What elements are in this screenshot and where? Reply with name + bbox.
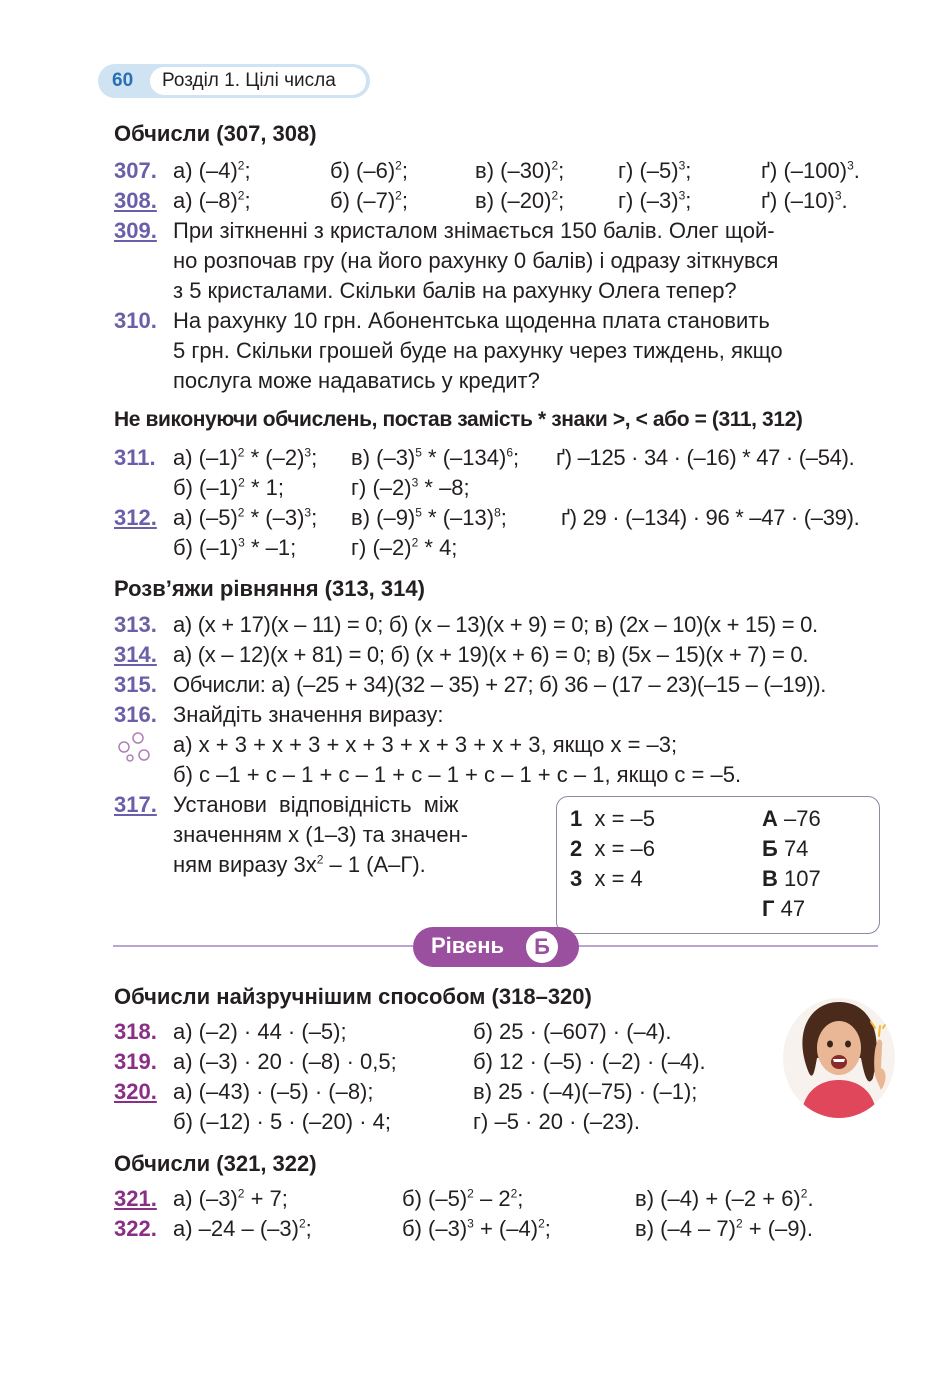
divider-right	[578, 945, 878, 947]
exercise-319-a: а) (–3) · 20 · (–8) · 0,5;	[173, 1049, 397, 1074]
part-b: б) $(-5)^2 - 2^2$;	[402, 1186, 524, 1211]
part-v: в) $(-30)^2$;	[475, 158, 565, 183]
part-gg: ґ) 29 · (–134) · 96 * –47 · (–39).	[561, 505, 860, 530]
part-b: б) $(-7)^2$;	[330, 188, 408, 213]
exercise-311-row-2	[114, 473, 894, 503]
part-v: в) $(-9)^5 * (-13)^8$;	[351, 505, 507, 530]
part-gg: ґ) $(-100)^3$.	[761, 158, 860, 183]
part-a: а) $(-1)^2 * (-2)^3$;	[173, 445, 318, 470]
part-b: б) $(-1)^3 * -1$;	[173, 535, 297, 560]
section-label-box	[150, 67, 366, 95]
part-b: б) $(-3)^3 + (-4)^2$;	[402, 1216, 551, 1241]
exercise-number-320: 320.	[114, 1079, 157, 1104]
exercise-309-line-1: При зіткненні з кристалом знімається 150 балів. Олег щой-	[173, 218, 775, 243]
divider-left	[113, 945, 413, 947]
exercise-310-line-2: 5 грн. Скільки грошей буде на рахунку через тиждень, якщо	[173, 338, 783, 363]
exercise-316-part-a: а) x + 3 + x + 3 + x + 3 + x + 3 + x + 3, якщо x = –3;	[173, 732, 678, 757]
exercise-number-309: 309.	[114, 218, 157, 243]
exercise-number-314: 314.	[114, 642, 157, 667]
exercise-317-line-1: Установи відповідність між	[173, 792, 459, 817]
match-right-v: В 107	[762, 866, 821, 891]
exercise-321	[114, 1184, 894, 1214]
heading-compute-321-322: Обчисли (321, 322)	[114, 1151, 317, 1176]
exercise-312-row-1	[114, 503, 894, 533]
part-v: в) $(-3)^5 * (-134)^6$;	[351, 445, 520, 470]
match-right-a: А –76	[762, 806, 821, 831]
exercise-318-b: б) 25 · (–607) · (–4).	[473, 1019, 672, 1044]
part-v: в) $(-4) + (-2 + 6)^2$.	[635, 1186, 814, 1211]
exercise-number: 321.	[114, 1186, 157, 1211]
heading-equations-313-314: Розв’яжи рівняння (313, 314)	[114, 576, 425, 601]
part-g: г) $(-5)^3$;	[618, 158, 692, 183]
exercise-319-b: б) 12 · (–5) · (–2) · (–4).	[473, 1049, 706, 1074]
exercise-316-part-b: б) c –1 + c – 1 + c – 1 + c – 1 + c – 1 + c – 1, якщо c = –5.	[173, 762, 742, 787]
exercise-317-line-3: ням виразу $3x^2 - 1$ (А–Г).	[173, 852, 426, 877]
heading-convenient-318-320: Обчисли найзручнішим способом (318–320)	[114, 984, 592, 1009]
level-letter: Б	[526, 931, 558, 963]
exercise-310-line-1: На рахунку 10 грн. Абонентська щоденна плата становить	[173, 308, 770, 333]
exercise-number-313: 313.	[114, 612, 157, 637]
exercise-number-317: 317.	[114, 792, 157, 817]
exercise-number: 322.	[114, 1216, 157, 1241]
part-gg: ґ) –125 · 34 · (–16) * 47 · (–54).	[556, 445, 855, 470]
exercise-320-v: в) 25 · (–4)(–75) · (–1);	[473, 1079, 698, 1104]
part-a: а) $(-8)^2$;	[173, 188, 251, 213]
exercise-317-line-2: значенням x (1–3) та значен-	[173, 822, 469, 847]
match-right-g: Г 47	[762, 896, 806, 921]
exercise-number: 308.	[114, 188, 157, 213]
part-v: в) $(-20)^2$;	[475, 188, 565, 213]
part-a: а) $(-5)^2 * (-3)^3$;	[173, 505, 318, 530]
exercise-number-310: 310.	[114, 308, 157, 333]
exercise-320-b: б) (–12) · 5 · (–20) · 4;	[173, 1109, 391, 1134]
exercise-314-text: а) (x – 12)(x + 81) = 0; б) (x + 19)(x + 6) = 0; в) (5x – 15)(x + 7) = 0.	[173, 642, 809, 667]
matching-table	[556, 796, 880, 934]
part-g: г) $(-2)^2 * 4$;	[351, 535, 458, 560]
exercise-307	[114, 156, 894, 186]
heading-compute-307-308: Обчисли (307, 308)	[114, 121, 317, 146]
exercise-number: 312.	[114, 505, 157, 530]
group-work-icon	[116, 731, 154, 765]
match-left-2: 2 x = –6	[570, 836, 656, 861]
part-a: а) $(-3)^2 + 7$;	[173, 1186, 288, 1211]
section-title: Розділ 1. Цілі числа	[162, 70, 336, 91]
level-label: Рівень	[431, 933, 505, 958]
part-a: а) $(-4)^2$;	[173, 158, 251, 183]
page-number: 60	[112, 70, 134, 91]
exercise-number-318: 318.	[114, 1019, 157, 1044]
exercise-315-text: Обчисли: а) (–25 + 34)(32 – 35) + 27; б) 36 – (17 – 23)(–15 – (–19)).	[173, 672, 827, 697]
exercise-number-315: 315.	[114, 672, 157, 697]
exercise-322	[114, 1214, 894, 1244]
match-left-3: 3 x = 4	[570, 866, 643, 891]
exercise-number: 307.	[114, 158, 157, 183]
exercise-number-316: 316.	[114, 702, 157, 727]
exercise-311-row-1	[114, 443, 894, 473]
heading-compare-311-312: Не виконуючи обчислень, постав замість * знаки >, < або = (311, 312)	[114, 408, 803, 431]
level-badge	[413, 927, 579, 967]
exercise-310-line-3: послуга може надаватись у кредит?	[173, 368, 540, 393]
part-g: г) $(-2)^3 * -8$;	[351, 475, 470, 500]
page-header	[98, 64, 370, 98]
exercise-number: 311.	[114, 445, 156, 470]
match-left-1: 1 x = –5	[570, 806, 656, 831]
part-b: б) $(-6)^2$;	[330, 158, 408, 183]
part-b: б) $(-1)^2 * 1$;	[173, 475, 284, 500]
exercise-309-line-2: но розпочав гру (на його рахунку 0 балів) і одразу зіткнувся	[173, 248, 779, 273]
exercise-318-a: а) (–2) · 44 · (–5);	[173, 1019, 347, 1044]
exercise-313-text: а) (x + 17)(x – 11) = 0; б) (x – 13)(x + 9) = 0; в) (2x – 10)(x + 15) = 0.	[173, 612, 818, 637]
part-a: а) $-24 - (-3)^2$;	[173, 1216, 312, 1241]
exercise-309-line-3: з 5 кристалами. Скільки балів на рахунку Олега тепер?	[173, 278, 737, 303]
student-illustration	[783, 998, 895, 1118]
exercise-320-a: а) (–43) · (–5) · (–8);	[173, 1079, 374, 1104]
exercise-308	[114, 186, 894, 216]
part-v: в) (–4 – 7)$^2$ + (–9).	[635, 1216, 813, 1241]
exercise-316-text: Знайдіть значення виразу:	[173, 702, 444, 727]
match-right-b: Б 74	[762, 836, 809, 861]
part-g: г) $(-3)^3$;	[618, 188, 692, 213]
exercise-312-row-2	[114, 533, 894, 563]
exercise-number-319: 319.	[114, 1049, 157, 1074]
exercise-320-g: г) –5 · 20 · (–23).	[473, 1109, 640, 1134]
part-gg: ґ) $(-10)^3$.	[761, 188, 848, 213]
